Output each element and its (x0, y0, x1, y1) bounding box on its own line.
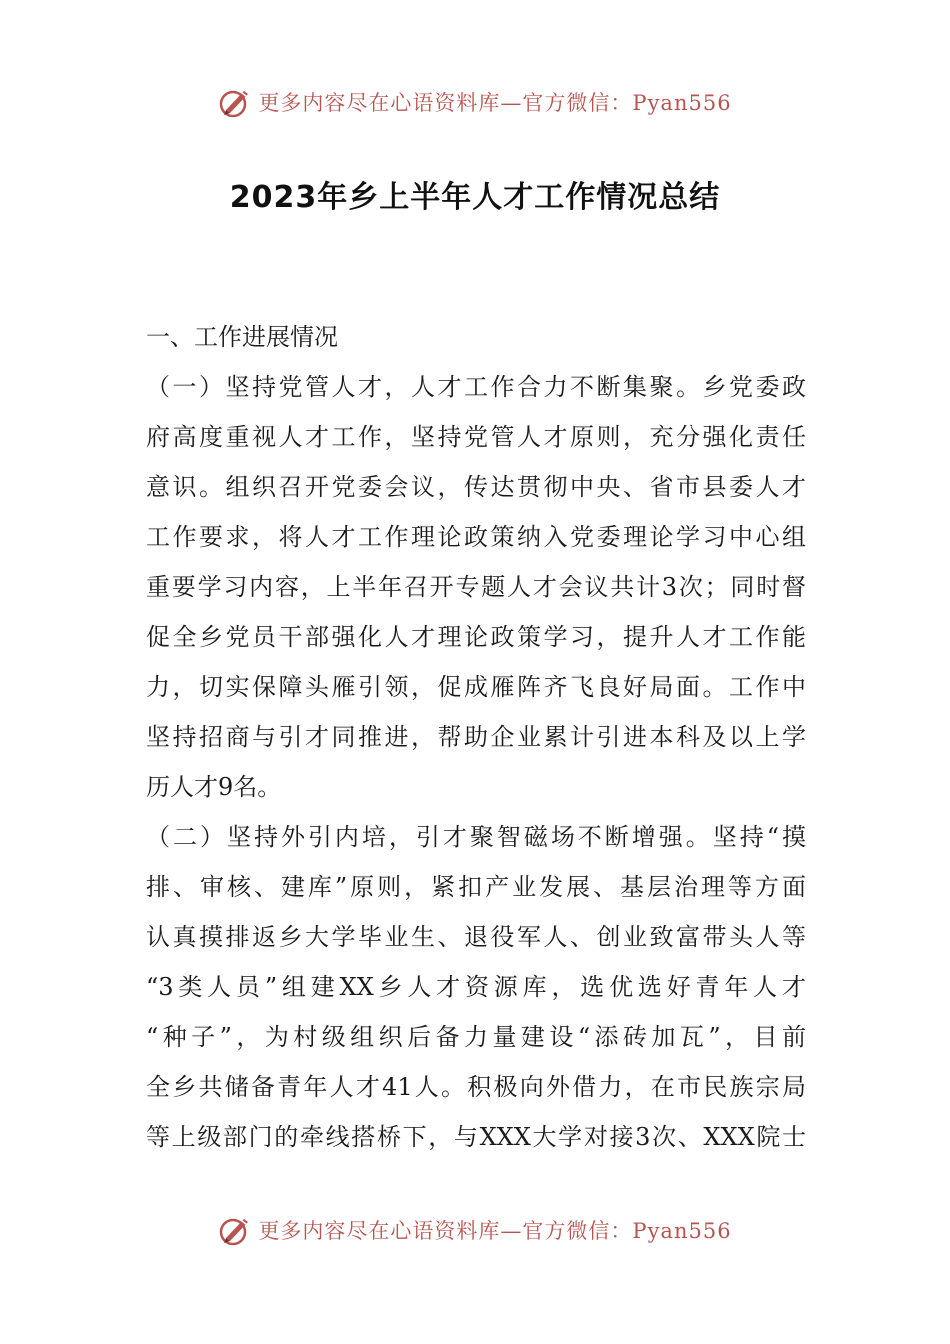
body-line: “种子”，为村级组织后备力量建设“添砖加瓦”，目前 (146, 1023, 806, 1051)
body-line: 重要学习内容，上半年召开专题人才会议共计3次；同时督 (146, 573, 806, 601)
watermark-banner-top (0, 82, 950, 122)
body-line: 全乡共储备青年人才41人。积极向外借力，在市民族宗局 (146, 1073, 806, 1101)
body-line: 力，切实保障头雁引领，促成雁阵齐飞良好局面。工作中 (146, 673, 806, 701)
pen-logo-icon (218, 1213, 252, 1247)
body-line: 促全乡党员干部强化人才理论政策学习，提升人才工作能 (146, 623, 806, 651)
body-line: 坚持招商与引才同推进，帮助企业累计引进本科及以上学 (146, 723, 806, 751)
body-line: （一）坚持党管人才，人才工作合力不断集聚。乡党委政 (146, 373, 806, 401)
watermark-text: 更多内容尽在心语资料库—官方微信：Pyan556 (258, 91, 732, 115)
watermark-banner-bottom (0, 1210, 950, 1250)
document-title: 2023年乡上半年人才工作情况总结 (229, 180, 721, 215)
section-heading: 一、工作进展情况 (146, 323, 338, 351)
body-line: 意识。组织召开党委会议，传达贯彻中央、省市县委人才 (146, 473, 806, 501)
body-line: 工作要求，将人才工作理论政策纳入党委理论学习中心组 (146, 523, 806, 551)
body-line: 认真摸排返乡大学毕业生、退役军人、创业致富带头人等 (146, 923, 806, 951)
body-line: 排、审核、建库”原则，紧扣产业发展、基层治理等方面 (146, 873, 806, 901)
body-line: （二）坚持外引内培，引才聚智磁场不断增强。坚持“摸 (146, 823, 806, 851)
watermark-text: 更多内容尽在心语资料库—官方微信：Pyan556 (258, 1219, 732, 1243)
pen-logo-icon (218, 85, 252, 119)
document-body (146, 312, 806, 1162)
body-line: “3类人员”组建XX乡人才资源库，选优选好青年人才 (146, 973, 806, 1001)
body-line: 历人才9名。 (146, 773, 282, 801)
body-line: 等上级部门的牵线搭桥下，与XXX大学对接3次、XXX院士 (146, 1123, 806, 1151)
body-line: 府高度重视人才工作，坚持党管人才原则，充分强化责任 (146, 423, 806, 451)
